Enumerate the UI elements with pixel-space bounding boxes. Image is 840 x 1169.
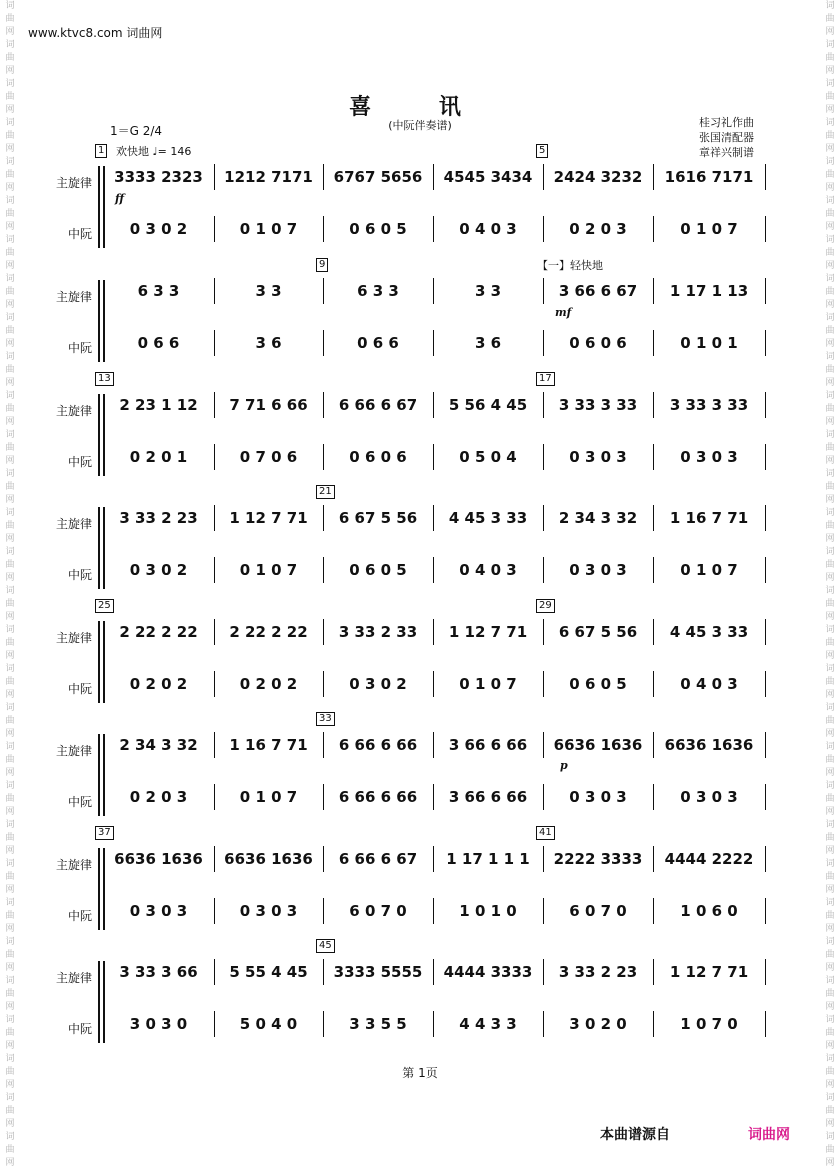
melody-measure: 6 3 3	[137, 282, 180, 300]
part-label-ruan: 中阮	[67, 341, 92, 355]
part-label-melody: 主旋律	[55, 744, 92, 758]
ruan-measure: 0 3 0 3	[569, 561, 627, 579]
score-system	[0, 827, 840, 937]
ruan-measure: 0 1 0 7	[459, 675, 517, 693]
barline	[323, 392, 324, 418]
barline	[433, 444, 434, 470]
melody-measure: 2 34 3 32	[119, 736, 198, 754]
melody-measure: 6 66 6 66	[338, 736, 418, 754]
melody-measure: 1 16 7 71	[669, 509, 749, 527]
ruan-measure: 0 7 0 6	[239, 448, 298, 466]
melody-measure: 6 3 3	[357, 282, 399, 300]
barline	[323, 619, 324, 645]
barline	[433, 216, 434, 242]
ruan-measure: 0 3 0 3	[129, 902, 188, 920]
barline	[765, 671, 766, 697]
watermark-right: 词曲网词曲网词曲网词曲网词曲网词曲网词曲网词曲网词曲网词曲网词曲网词曲网词曲网词曲网词曲网词曲网词曲网词曲网词曲网词曲网词曲网词曲网词曲网词曲网词曲网词曲网词曲网词曲网词曲网词曲网	[825, 1, 835, 1168]
barline	[323, 732, 324, 758]
barline	[653, 557, 654, 583]
barline	[765, 732, 766, 758]
part-label-ruan: 中阮	[67, 795, 92, 809]
ruan-measure: 0 2 0 2	[129, 675, 188, 693]
part-label-melody: 主旋律	[55, 176, 92, 190]
measure-number: 9	[316, 258, 328, 272]
part-label-melody: 主旋律	[55, 404, 92, 418]
barline	[543, 444, 544, 470]
barline	[765, 392, 766, 418]
score-subtitle: (中阮伴奏谱)	[388, 119, 452, 132]
barline	[653, 505, 654, 531]
ruan-measure: 6 66 6 66	[338, 788, 418, 806]
barline	[653, 898, 654, 924]
ruan-measure: 0 6 0 6	[569, 334, 627, 352]
ruan-measure: 0 1 0 7	[680, 220, 738, 238]
credit-transcriber: 章祥兴制谱	[699, 146, 754, 159]
ruan-measure: 3 0 2 0	[569, 1015, 627, 1033]
ruan-measure: 3 6	[255, 334, 282, 352]
barline	[323, 505, 324, 531]
credit-composer: 桂习礼作曲	[699, 116, 754, 129]
barline	[323, 671, 324, 697]
melody-measure: 3333 2323	[114, 168, 203, 186]
barline	[653, 671, 654, 697]
barline	[543, 846, 544, 872]
score-system	[0, 486, 840, 596]
melody-measure: 2 22 2 22	[229, 623, 308, 641]
source-label: 本曲谱源自	[600, 1127, 670, 1143]
barline	[653, 392, 654, 418]
measure-number: 21	[316, 485, 335, 499]
barline	[323, 278, 324, 304]
barline	[433, 164, 434, 190]
barline	[543, 330, 544, 356]
barline	[653, 444, 654, 470]
measure-number: 33	[316, 712, 335, 726]
melody-measure: 6767 5656	[333, 168, 423, 186]
barline	[214, 784, 215, 810]
part-label-ruan: 中阮	[67, 455, 92, 469]
section-marking: 【一】轻快地	[537, 259, 603, 272]
part-label-ruan: 中阮	[67, 682, 92, 696]
site-url[interactable]: www.ktvc8.com 词曲网	[28, 26, 163, 40]
barline	[433, 278, 434, 304]
score-system	[0, 600, 840, 710]
part-label-melody: 主旋律	[55, 631, 92, 645]
score-system	[0, 373, 840, 483]
barline	[765, 846, 766, 872]
barline	[323, 959, 324, 985]
barline	[214, 505, 215, 531]
ruan-measure: 0 3 0 2	[129, 561, 188, 579]
dynamic-ff: ff	[115, 192, 125, 205]
score-system	[0, 259, 840, 369]
barline	[433, 898, 434, 924]
barline	[543, 732, 544, 758]
barline	[543, 278, 544, 304]
barline	[433, 557, 434, 583]
melody-measure: 6 67 5 56	[338, 509, 418, 527]
barline	[323, 1011, 324, 1037]
ruan-measure: 0 3 0 3	[239, 902, 298, 920]
barline	[543, 619, 544, 645]
barline	[214, 959, 215, 985]
part-label-melody: 主旋律	[55, 971, 92, 985]
melody-measure: 7 71 6 66	[229, 396, 308, 414]
ruan-measure: 0 3 0 2	[129, 220, 188, 238]
barline	[433, 392, 434, 418]
barline	[543, 784, 544, 810]
system-brace	[98, 280, 104, 362]
barline	[765, 959, 766, 985]
barline	[323, 444, 324, 470]
system-brace	[98, 166, 104, 248]
barline	[433, 784, 434, 810]
barline	[323, 784, 324, 810]
measure-number: 5	[536, 144, 548, 158]
melody-measure: 6 66 6 67	[338, 396, 418, 414]
ruan-measure: 0 3 0 3	[569, 788, 627, 806]
melody-measure: 3 3	[474, 282, 502, 300]
barline	[653, 1011, 654, 1037]
barline	[543, 1011, 544, 1037]
melody-measure: 3 33 2 33	[338, 623, 418, 641]
melody-measure: 4545 3434	[443, 168, 533, 186]
barline	[214, 732, 215, 758]
melody-measure: 1 12 7 71	[448, 623, 528, 641]
barline	[765, 216, 766, 242]
barline	[653, 846, 654, 872]
ruan-measure: 0 2 0 2	[239, 675, 298, 693]
barline	[653, 959, 654, 985]
melody-measure: 3 66 6 67	[558, 282, 638, 300]
watermark-left: 词曲网词曲网词曲网词曲网词曲网词曲网词曲网词曲网词曲网词曲网词曲网词曲网词曲网词曲网词曲网词曲网词曲网词曲网词曲网词曲网词曲网词曲网词曲网词曲网词曲网词曲网词曲网词曲网词曲网词曲网	[5, 1, 15, 1168]
barline	[653, 732, 654, 758]
barline	[214, 846, 215, 872]
barline	[765, 784, 766, 810]
brand-logo[interactable]: 词曲网	[748, 1127, 790, 1143]
melody-measure: 1 12 7 71	[229, 509, 308, 527]
melody-measure: 3 33 3 66	[119, 963, 198, 981]
barline	[214, 557, 215, 583]
barline	[214, 444, 215, 470]
part-label-melody: 主旋律	[55, 517, 92, 531]
barline	[543, 671, 544, 697]
ruan-measure: 0 3 0 3	[680, 448, 738, 466]
ruan-measure: 1 0 6 0	[680, 902, 738, 920]
ruan-measure: 0 6 0 6	[349, 448, 407, 466]
ruan-measure: 0 1 0 7	[239, 220, 298, 238]
melody-measure: 2424 3232	[553, 168, 643, 186]
barline	[214, 164, 215, 190]
ruan-measure: 0 1 0 7	[239, 561, 298, 579]
ruan-measure: 1 0 1 0	[459, 902, 517, 920]
melody-measure: 3 33 2 23	[119, 509, 198, 527]
melody-measure: 3 66 6 66	[448, 736, 528, 754]
ruan-measure: 3 66 6 66	[448, 788, 528, 806]
part-label-ruan: 中阮	[67, 1022, 92, 1036]
barline	[543, 392, 544, 418]
ruan-measure: 3 6	[474, 334, 502, 352]
melody-measure: 4 45 3 33	[448, 509, 528, 527]
melody-measure: 6636 1636	[553, 736, 643, 754]
barline	[765, 164, 766, 190]
system-brace	[98, 848, 104, 930]
ruan-measure: 0 1 0 7	[239, 788, 298, 806]
melody-measure: 1 12 7 71	[669, 963, 749, 981]
barline	[543, 216, 544, 242]
melody-measure: 5 55 4 45	[229, 963, 308, 981]
barline	[323, 216, 324, 242]
measure-number: 37	[95, 826, 114, 840]
melody-measure: 2222 3333	[553, 850, 643, 868]
melody-measure: 6 67 5 56	[558, 623, 638, 641]
ruan-measure: 0 2 0 3	[129, 788, 188, 806]
ruan-measure: 0 1 0 7	[680, 561, 738, 579]
barline	[323, 557, 324, 583]
barline	[765, 444, 766, 470]
melody-measure: 2 22 2 22	[119, 623, 198, 641]
barline	[214, 278, 215, 304]
melody-measure: 3333 5555	[333, 963, 423, 981]
system-brace	[98, 394, 104, 476]
barline	[765, 505, 766, 531]
melody-measure: 3 33 3 33	[669, 396, 749, 414]
credit-arranger: 张国清配器	[699, 131, 754, 144]
barline	[214, 1011, 215, 1037]
system-brace	[98, 507, 104, 589]
barline	[433, 732, 434, 758]
ruan-measure: 0 6 0 5	[569, 675, 627, 693]
barline	[765, 278, 766, 304]
barline	[543, 164, 544, 190]
ruan-measure: 3 0 3 0	[129, 1015, 188, 1033]
barline	[323, 898, 324, 924]
barline	[214, 619, 215, 645]
barline	[433, 671, 434, 697]
melody-measure: 2 23 1 12	[119, 396, 198, 414]
score-system	[0, 145, 840, 255]
melody-measure: 1616 7171	[664, 168, 754, 186]
barline	[765, 330, 766, 356]
part-label-ruan: 中阮	[67, 227, 92, 241]
melody-measure: 3 33 3 33	[558, 396, 638, 414]
barline	[543, 898, 544, 924]
barline	[653, 619, 654, 645]
ruan-measure: 0 3 0 2	[349, 675, 407, 693]
ruan-measure: 0 5 0 4	[459, 448, 517, 466]
ruan-measure: 0 3 0 3	[569, 448, 627, 466]
barline	[214, 216, 215, 242]
system-brace	[98, 734, 104, 816]
melody-measure: 6636 1636	[664, 736, 754, 754]
ruan-measure: 6 0 7 0	[569, 902, 627, 920]
ruan-measure: 0 6 0 5	[349, 220, 407, 238]
barline	[765, 619, 766, 645]
barline	[433, 619, 434, 645]
barline	[543, 505, 544, 531]
measure-number: 13	[95, 372, 114, 386]
melody-measure: 4444 2222	[664, 850, 754, 868]
measure-number: 41	[536, 826, 555, 840]
melody-measure: 1 17 1 13	[669, 282, 749, 300]
ruan-measure: 0 4 0 3	[459, 561, 517, 579]
melody-measure: 2 34 3 32	[558, 509, 638, 527]
ruan-measure: 0 4 0 3	[459, 220, 517, 238]
measure-number: 45	[316, 939, 335, 953]
part-label-melody: 主旋律	[55, 290, 92, 304]
score-title: 喜 讯	[349, 94, 491, 120]
score-system	[0, 713, 840, 823]
melody-measure: 6 66 6 67	[338, 850, 418, 868]
tempo-marking: 欢快地 ♩= 146	[116, 145, 192, 158]
ruan-measure: 0 2 0 1	[129, 448, 188, 466]
ruan-measure: 1 0 7 0	[680, 1015, 738, 1033]
barline	[653, 164, 654, 190]
barline	[543, 959, 544, 985]
barline	[433, 505, 434, 531]
melody-measure: 4 45 3 33	[669, 623, 749, 641]
barline	[653, 216, 654, 242]
barline	[653, 784, 654, 810]
barline	[214, 330, 215, 356]
dynamic-mf: mf	[555, 306, 572, 319]
barline	[653, 278, 654, 304]
ruan-measure: 6 0 7 0	[349, 902, 407, 920]
barline	[323, 846, 324, 872]
ruan-measure: 0 6 0 5	[349, 561, 407, 579]
dynamic-p: p	[560, 759, 568, 772]
melody-measure: 6636 1636	[224, 850, 313, 868]
barline	[214, 898, 215, 924]
barline	[433, 1011, 434, 1037]
melody-measure: 6636 1636	[114, 850, 203, 868]
ruan-measure: 4 4 3 3	[459, 1015, 517, 1033]
measure-number: 17	[536, 372, 555, 386]
measure-number: 1	[95, 144, 107, 158]
part-label-melody: 主旋律	[55, 858, 92, 872]
part-label-ruan: 中阮	[67, 909, 92, 923]
barline	[653, 330, 654, 356]
melody-measure: 5 56 4 45	[448, 396, 528, 414]
barline	[323, 330, 324, 356]
barline	[214, 671, 215, 697]
score-system	[0, 940, 840, 1050]
barline	[543, 557, 544, 583]
barline	[214, 392, 215, 418]
melody-measure: 3 33 2 23	[558, 963, 638, 981]
measure-number: 29	[536, 599, 555, 613]
melody-measure: 1212 7171	[224, 168, 313, 186]
melody-measure: 3 3	[255, 282, 282, 300]
barline	[433, 330, 434, 356]
barline	[765, 557, 766, 583]
ruan-measure: 0 6 6	[137, 334, 180, 352]
melody-measure: 4444 3333	[443, 963, 533, 981]
barline	[433, 846, 434, 872]
page-number: 第 1页	[402, 1066, 438, 1080]
melody-measure: 1 17 1 1 1	[446, 850, 530, 868]
ruan-measure: 0 2 0 3	[569, 220, 627, 238]
barline	[765, 898, 766, 924]
measure-number: 25	[95, 599, 114, 613]
melody-measure: 1 16 7 71	[229, 736, 308, 754]
barline	[765, 1011, 766, 1037]
system-brace	[98, 621, 104, 703]
ruan-measure: 0 1 0 1	[680, 334, 738, 352]
barline	[323, 164, 324, 190]
ruan-measure: 0 6 6	[357, 334, 399, 352]
key-signature: 1＝G 2/4	[110, 124, 163, 138]
ruan-measure: 0 4 0 3	[680, 675, 738, 693]
ruan-measure: 5 0 4 0	[239, 1015, 298, 1033]
ruan-measure: 0 3 0 3	[680, 788, 738, 806]
barline	[433, 959, 434, 985]
system-brace	[98, 961, 104, 1043]
part-label-ruan: 中阮	[67, 568, 92, 582]
ruan-measure: 3 3 5 5	[349, 1015, 407, 1033]
